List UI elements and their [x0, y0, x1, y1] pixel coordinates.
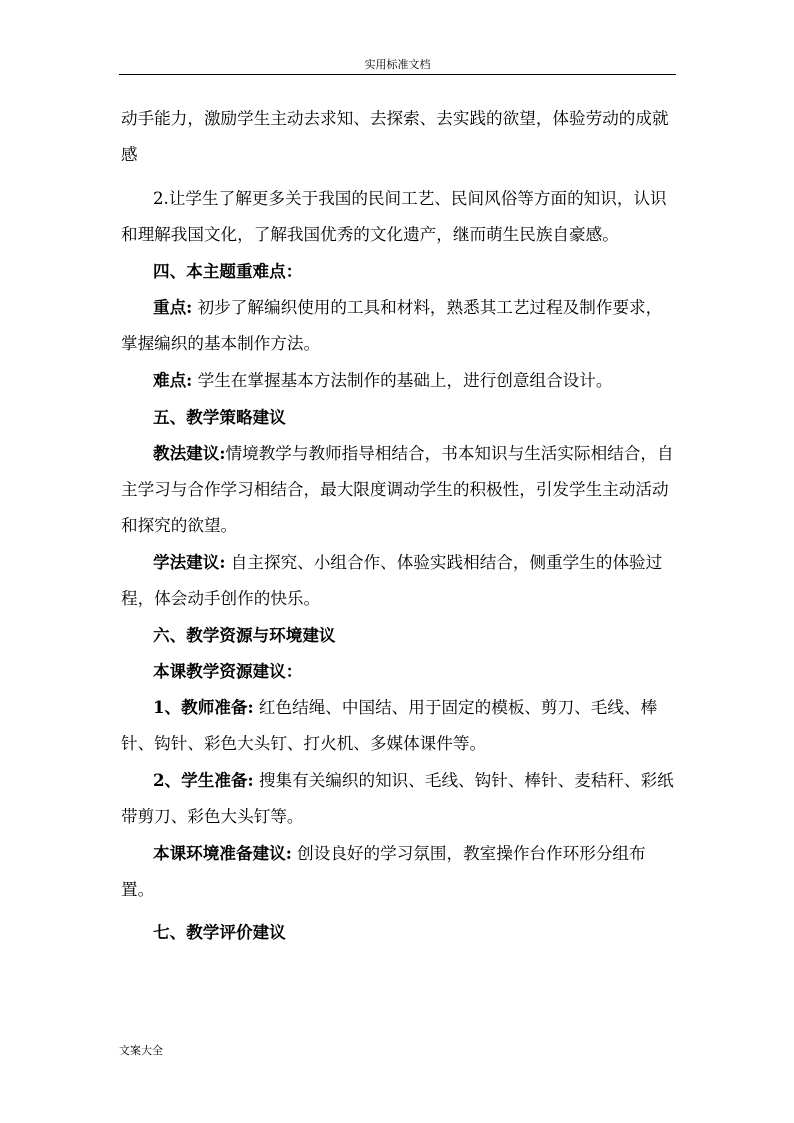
- environment-text: 创设良好的学习氛围，教室操作台作环形分组布置。: [121, 844, 646, 899]
- paragraph-key-point: [121, 289, 677, 362]
- paragraph-student-prep: [121, 762, 677, 835]
- paragraph-teaching-method: [121, 435, 677, 544]
- page-header: 实用标准文档: [364, 58, 431, 71]
- teacher-prep-label: 1、教师准备:: [153, 697, 254, 717]
- heading-resources: 六、教学资源与环境建议: [153, 625, 336, 645]
- teacher-prep-text: 红色结绳、中国结、用于固定的模板、剪刀、毛线、棒针、钩针、彩色大头钉、打火机、多媒体课件等。: [121, 698, 658, 753]
- heading-teaching-strategy: 五、教学策略建议: [153, 407, 286, 427]
- subheading-resources: 本课教学资源建议：: [153, 661, 303, 681]
- paragraph-objective-2: 2.让学生了解更多关于我国的民间工艺、民间风俗等方面的知识，认识和理解我国文化，了解我国优秀的文化遗产，继而萌生民族自豪感。: [121, 189, 667, 244]
- teaching-method-label: 教法建议:: [153, 443, 226, 463]
- paragraph-environment: [121, 835, 677, 908]
- student-prep-label: 2、学生准备:: [153, 770, 254, 790]
- difficulty-text: 学生在掌握基本方法制作的基础上，进行创意组合设计。: [197, 371, 613, 390]
- learning-method-label: 学法建议:: [153, 552, 226, 572]
- paragraph-teacher-prep: [121, 689, 677, 762]
- page-footer: 文案大全: [119, 1044, 163, 1057]
- paragraph-difficulty: [121, 362, 677, 399]
- student-prep-text: 搜集有关编织的知识、毛线、钩针、棒针、麦秸秆、彩纸带剪刀、彩色大头钉等。: [121, 771, 674, 826]
- difficulty-label: 难点:: [153, 370, 193, 390]
- document-body: [121, 101, 677, 950]
- key-point-label: 重点:: [153, 297, 193, 317]
- header-divider: [119, 74, 676, 75]
- learning-method-text: 自主探究、小组合作、体验实践相结合，侧重学生的体验过程，体会动手创作的快乐。: [121, 553, 663, 608]
- environment-label: 本课环境准备建议:: [153, 843, 292, 863]
- teaching-method-text: 情境教学与教师指导相结合，书本知识与生活实际相结合，自主学习与合作学习相结合，最大限度调动学生的积极性，引发学生主动活动和探究的欲望。: [121, 444, 674, 535]
- paragraph-learning-method: [121, 544, 677, 617]
- paragraph-continuation: 动手能力，激励学生主动去求知、去探索、去实践的欲望，体验劳动的成就感: [121, 109, 669, 164]
- heading-key-difficulties: 四、本主题重难点：: [153, 261, 303, 281]
- heading-evaluation: 七、教学评价建议: [153, 922, 286, 942]
- key-point-text: 初步了解编织使用的工具和材料，熟悉其工艺过程及制作要求，掌握编织的基本制作方法。: [121, 298, 663, 353]
